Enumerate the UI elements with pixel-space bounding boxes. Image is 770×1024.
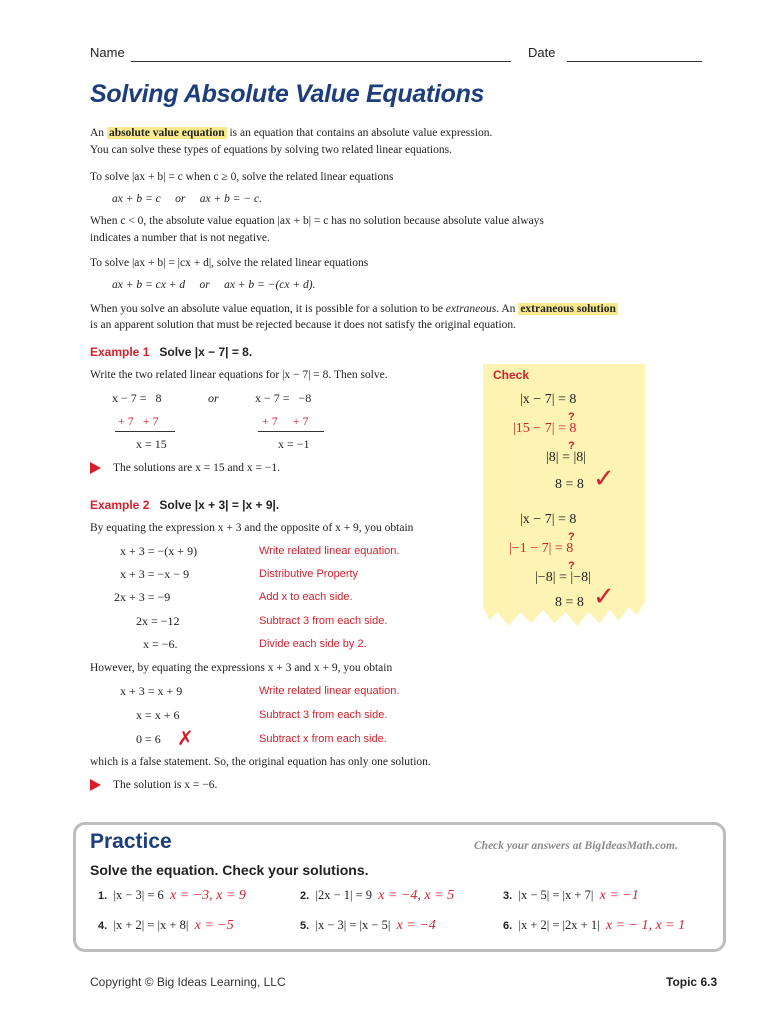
practice-title: Practice (90, 830, 172, 853)
checkmark-icon: ✓ (593, 582, 615, 612)
rule-1: To solve |ax + b| = c when c ≥ 0, solve the related linear equations (90, 171, 394, 183)
answer-6[interactable]: x = − 1, x = 1 (605, 918, 686, 933)
ex2-eq-3: 2x + 3 = −9 (114, 590, 171, 604)
ex2-eq-8: 0 = 6 (136, 732, 161, 746)
answer-arrow-icon (90, 462, 101, 474)
rule-3-equations: ax + b = cx + d or ax + b = −(cx + d). (112, 279, 316, 291)
ex1-right-rule (258, 431, 324, 432)
date-line[interactable] (567, 60, 702, 62)
example-1-heading: Example 1 Solve |x − 7| = 8. (90, 345, 253, 359)
answer-4[interactable]: x = −5 (194, 918, 234, 933)
ex2-note-2: Distributive Property (259, 568, 359, 580)
ex1-left-2: + 7 + 7 (118, 414, 159, 428)
check-b2: |−1 − 7| = 8 (509, 541, 574, 556)
ex2-note-5: Divide each side by 2. (259, 638, 367, 650)
check-b4: 8 = 8 (555, 595, 584, 610)
ex1-right-2: + 7 + 7 (262, 414, 309, 428)
check-a4: 8 = 8 (555, 477, 584, 492)
ex2-eq-7: x = x + 6 (136, 708, 180, 722)
ex1-right-3: x = −1 (278, 437, 310, 451)
intro-line-2: You can solve these types of equations by solving two related linear equations. (90, 144, 452, 156)
example-2-false-statement: which is a false statement. So, the original equation has only one solution. (90, 756, 431, 768)
ex1-left-1: x − 7 = 8 (112, 391, 162, 405)
rule-4a: When you solve an absolute value equation, it is possible for a solution to be extraneous. An extraneous solution (90, 303, 616, 315)
example-1-intro: Write the two related linear equations for |x − 7| = 8. Then solve. (90, 369, 388, 381)
ex2-eq-2: x + 3 = −x − 9 (120, 567, 190, 581)
problem-3: 3. |x − 5| = |x + 7| x = −1 (503, 888, 639, 903)
checkmark-icon: ✓ (593, 464, 615, 494)
page-title: Solving Absolute Value Equations (90, 80, 485, 108)
example-2-intro: By equating the expression x + 3 and the opposite of x + 9, you obtain (90, 522, 414, 534)
footer-topic: Topic 6.3 (666, 975, 718, 989)
answer-5[interactable]: x = −4 (396, 918, 436, 933)
ex1-left-3: x = 15 (136, 437, 167, 451)
ex1-right-1: x − 7 = −8 (255, 391, 312, 405)
ex1-or: or (208, 391, 219, 405)
ex2-note-6: Write related linear equation. (259, 685, 400, 697)
check-q2: ? (568, 440, 575, 452)
ex1-left-rule (115, 431, 175, 432)
date-label: Date (528, 45, 556, 60)
ex2-note-8: Subtract x from each side. (259, 733, 387, 745)
ex2-eq-1: x + 3 = −(x + 9) (120, 544, 198, 558)
problem-1: 1. |x − 3| = 6 x = −3, x = 9 (98, 888, 246, 903)
footer-copyright: Copyright © Big Ideas Learning, LLC (90, 975, 286, 989)
ex2-eq-6: x + 3 = x + 9 (120, 684, 183, 698)
x-mark-icon: ✗ (177, 726, 194, 750)
rule-4b: is an apparent solution that must be rejected because it does not satisfy the original equation. (90, 319, 517, 331)
rule-2b: indicates a number that is not negative. (90, 232, 270, 244)
check-q1: ? (568, 411, 575, 423)
answer-1[interactable]: x = −3, x = 9 (170, 888, 246, 903)
check-q3: ? (568, 531, 575, 543)
practice-check-text[interactable]: Check your answers at BigIdeasMath.com. (474, 840, 678, 852)
intro-line-1: An absolute value equation is an equation that contains an absolute value expression. (90, 127, 493, 139)
example-2-however: However, by equating the expressions x + 3 and x + 9, you obtain (90, 662, 393, 674)
check-b1: |x − 7| = 8 (520, 512, 577, 527)
ex2-eq-5: x = −6. (143, 637, 178, 651)
ex2-note-1: Write related linear equation. (259, 545, 400, 557)
name-line[interactable] (131, 60, 511, 62)
problem-5: 5. |x − 3| = |x − 5| x = −4 (300, 918, 436, 933)
check-b3: |−8| = |−8| (535, 570, 591, 585)
rule-3: To solve |ax + b| = |cx + d|, solve the related linear equations (90, 257, 369, 269)
rule-2a: When c < 0, the absolute value equation |ax + b| = c has no solution because absolute value always (90, 215, 544, 227)
check-a2: |15 − 7| = 8 (513, 421, 577, 436)
term-extraneous-solution: extraneous solution (520, 303, 616, 315)
problem-6: 6. |x + 2| = |2x + 1| x = − 1, x = 1 (503, 918, 686, 933)
answer-3[interactable]: x = −1 (599, 888, 639, 903)
answer-arrow-icon (90, 779, 101, 791)
practice-instruction: Solve the equation. Check your solutions. (90, 862, 369, 878)
ex2-note-3: Add x to each side. (259, 591, 353, 603)
check-title: Check (493, 368, 530, 382)
ex2-note-4: Subtract 3 from each side. (259, 615, 388, 627)
term-absolute-value-equation: absolute value equation (108, 127, 225, 139)
problem-4: 4. |x + 2| = |x + 8| x = −5 (98, 918, 234, 933)
answer-2[interactable]: x = −4, x = 5 (378, 888, 455, 903)
example-2-answer: The solution is x = −6. (113, 779, 218, 791)
check-a3: |8| = |8| (546, 450, 587, 465)
check-q4: ? (568, 560, 575, 572)
ex2-note-7: Subtract 3 from each side. (259, 709, 388, 721)
check-a1: |x − 7| = 8 (520, 392, 577, 407)
example-1-answer: The solutions are x = 15 and x = −1. (113, 462, 281, 474)
problem-2: 2. |2x − 1| = 9 x = −4, x = 5 (300, 888, 455, 903)
name-label: Name (90, 45, 125, 60)
rule-1-equations: ax + b = c or ax + b = − c. (112, 193, 262, 205)
example-2-heading: Example 2 Solve |x + 3| = |x + 9|. (90, 498, 280, 512)
ex2-eq-4: 2x = −12 (136, 614, 180, 628)
